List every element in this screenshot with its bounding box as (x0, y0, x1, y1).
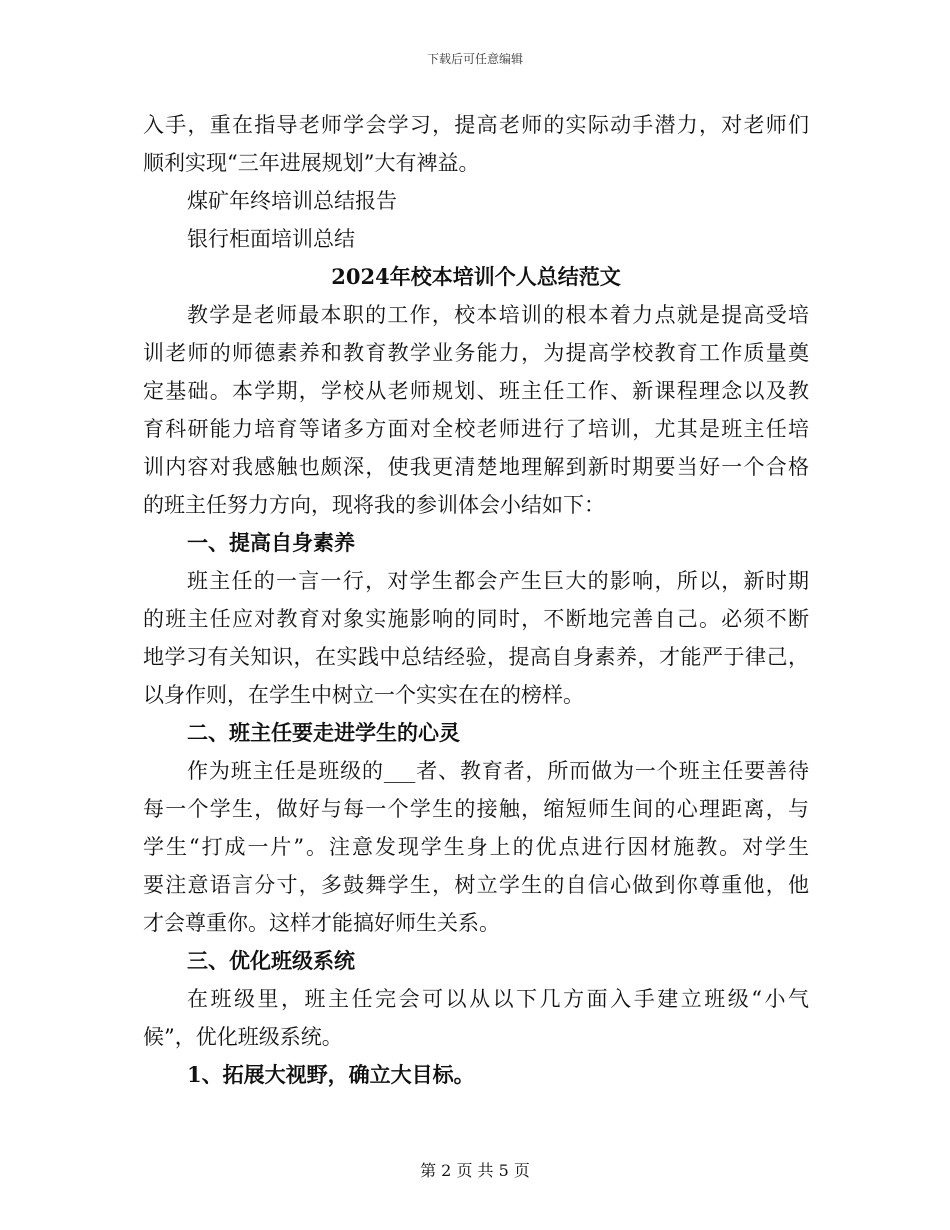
section-heading: 二、班主任要走进学生的心灵 (187, 720, 460, 745)
paragraph-line: 入手，重在指导老师学会学习，提高老师的实际动手潜力，对老师们 (143, 113, 809, 137)
paragraph-line: 每一个学生，做好与每一个学生的接触，缩短师生间的心理距离，与 (143, 797, 809, 821)
paragraph-line: 作为班主任是班级的___者、教育者，所而做为一个班主任要善待 (187, 759, 809, 783)
paragraph-line: 地学习有关知识，在实践中总结经验，提高自身素养，才能严于律己， (143, 645, 809, 669)
page-header-note: 下载后可任意编辑 (426, 52, 523, 66)
paragraph-line: 定基础。本学期，学校从老师规划、班主任工作、新课程理念以及教 (143, 379, 809, 403)
paragraph-line: 的班主任努力方向，现将我的参训体会小结如下： (143, 493, 605, 517)
paragraph-line: 教学是老师最本职的工作，校本培训的根本着力点就是提高受培 (187, 303, 809, 327)
paragraph-line: 要注意语言分寸，多鼓舞学生，树立学生的自信心做到你尊重他，他 (143, 873, 809, 897)
related-link-text: 银行柜面培训总结 (187, 227, 355, 251)
paragraph-line: 育科研能力培育等诸多方面对全校老师进行了培训，尤其是班主任培 (143, 417, 809, 441)
paragraph-line: 班主任的一言一行，对学生都会产生巨大的影响，所以，新时期 (187, 569, 809, 593)
paragraph-line: 顺利实现“三年进展规划”大有裨益。 (143, 151, 480, 175)
paragraph-line: 的班主任应对教育对象实施影响的同时，不断地完善自己。必须不断 (143, 607, 809, 631)
paragraph-line: 训老师的师德素养和教育教学业务能力，为提高学校教育工作质量奠 (143, 341, 809, 365)
paragraph-line: 才会尊重你。这样才能搞好师生关系。 (143, 911, 500, 935)
section-heading: 一、提高自身素养 (187, 530, 355, 555)
article-title: 2024年校本培训个人总结范文 (331, 264, 621, 289)
section-heading: 三、优化班级系统 (187, 948, 355, 973)
subsection-heading: 1、拓展大视野，确立大目标。 (187, 1062, 475, 1087)
paragraph-line: 候”，优化班级系统。 (143, 1025, 343, 1049)
paragraph-line: 在班级里，班主任完会可以从以下几方面入手建立班级“小气 (187, 987, 809, 1011)
page-number-footer: 第 2 页 共 5 页 (420, 1161, 530, 1180)
paragraph-line: 以身作则，在学生中树立一个实实在在的榜样。 (143, 683, 584, 707)
document-body (143, 106, 809, 1094)
related-link-text: 煤矿年终培训总结报告 (187, 189, 397, 213)
paragraph-line: 训内容对我感触也颇深，使我更清楚地理解到新时期要当好一个合格 (143, 455, 809, 479)
paragraph-line: 学生“打成一片”。注意发现学生身上的优点进行因材施教。对学生 (143, 835, 809, 859)
